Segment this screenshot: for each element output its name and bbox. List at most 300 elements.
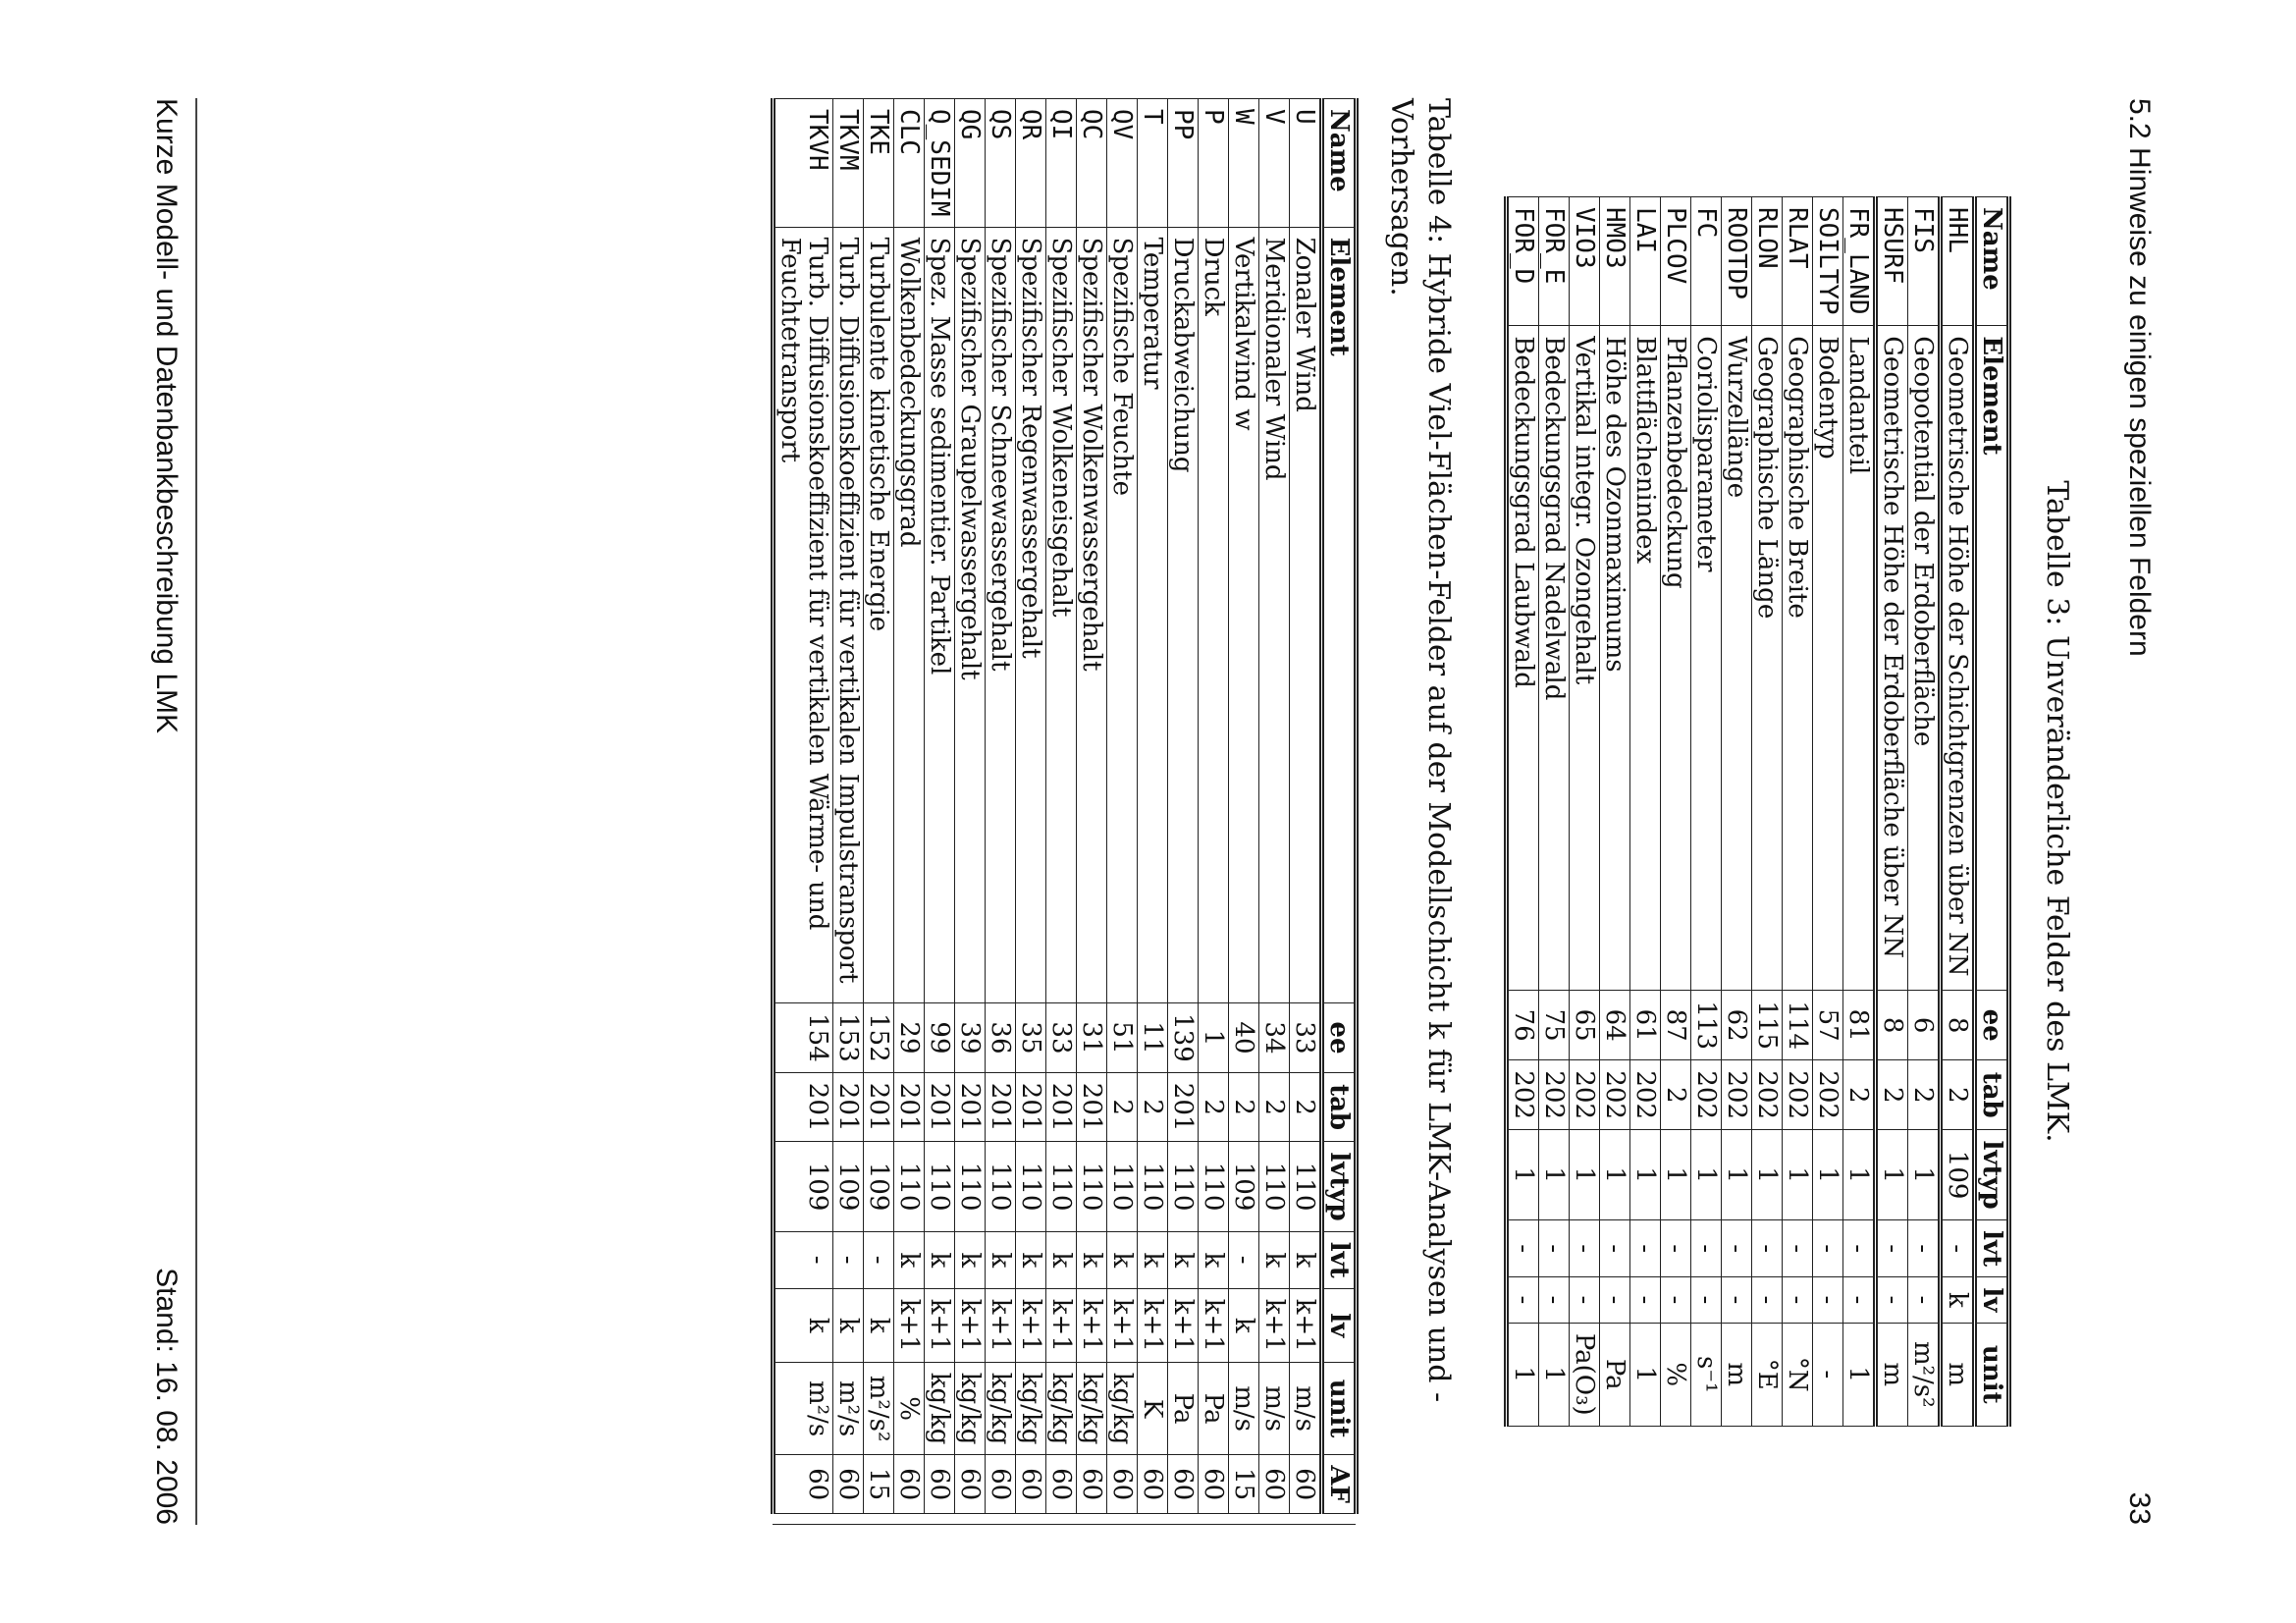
table4-cell: 139 (1168, 1003, 1199, 1073)
table4-cell: k (864, 1288, 894, 1362)
table4-cell: 2 (1259, 1072, 1290, 1142)
table4-cell: k+1 (986, 1288, 1016, 1362)
page-header (2119, 98, 2159, 1525)
table3-cell: 6 (1908, 991, 1941, 1060)
table3-cell: 62 (1722, 991, 1752, 1060)
table3-cell: - (1661, 1277, 1691, 1323)
table4-cell: 201 (833, 1072, 864, 1142)
table4-cell: TKVM (833, 99, 864, 228)
table3-cell: 61 (1630, 991, 1661, 1060)
table3-cell: LAI (1630, 197, 1661, 326)
table4-cell: 152 (864, 1003, 894, 1073)
table3-cell: - (1691, 1219, 1722, 1276)
table4-cell: - (774, 1231, 833, 1288)
table4-cell: 2 (1290, 1072, 1322, 1142)
table-row (1908, 197, 1941, 1427)
table4-cell: 109 (833, 1142, 864, 1231)
table3-caption: Tabelle 3: Unveränderliche Felder des LMK. (2040, 480, 2074, 1143)
table4-cell: Wolkenbedeckungsgrad (894, 227, 925, 1003)
table4-cell: 153 (833, 1003, 864, 1073)
table3-cell: - (1843, 1219, 1876, 1276)
table4-cell: 110 (1259, 1142, 1290, 1231)
table4-cell: - (864, 1231, 894, 1288)
table3-cell: 1 (1783, 1130, 1813, 1220)
table4-cell: kg/kg (925, 1362, 955, 1455)
table3-cell: 1 (1539, 1323, 1570, 1426)
table3-cell: 202 (1570, 1060, 1600, 1130)
table4-cell: m²/s (774, 1362, 833, 1455)
table4-cell: 201 (894, 1072, 925, 1142)
table3-cell: ROOTDP (1722, 197, 1752, 326)
table4-cell: 1 (1199, 1003, 1229, 1073)
table-spacer (1290, 1514, 1322, 1525)
table3-cell: Pflanzenbedeckung (1661, 326, 1691, 991)
table3-cell: 1 (1843, 1323, 1876, 1426)
table4-cell: 110 (1138, 1142, 1168, 1231)
table4-cell: 99 (925, 1003, 955, 1073)
table4-cell: k+1 (1107, 1288, 1138, 1362)
table3-cell: Blattflächenindex (1630, 326, 1661, 991)
table3-cell: FR_LAND (1843, 197, 1876, 326)
table3-cell: Wurzellänge (1722, 326, 1752, 991)
table3-cell: - (1507, 1277, 1539, 1323)
table4-cell: 201 (986, 1072, 1016, 1142)
table3-cell: - (1722, 1277, 1752, 1323)
table4-header-cell: unit (1322, 1362, 1357, 1455)
table3-cell: 1 (1661, 1130, 1691, 1220)
table-row (1107, 99, 1138, 1525)
table4-cell: Spezifischer Regenwassergehalt (1016, 227, 1046, 1003)
table4-cell: Spezifischer Graupelwassergehalt (955, 227, 986, 1003)
table3-cell: m²/s² (1908, 1323, 1941, 1426)
table4-header-cell: lvtyp (1322, 1142, 1357, 1231)
table3-cell: 8 (1876, 991, 1908, 1060)
table3-cell: 202 (1752, 1060, 1783, 1130)
table4-cell: 60 (955, 1455, 986, 1514)
table-row (833, 99, 864, 1525)
table3-cell: 202 (1507, 1060, 1539, 1130)
table3-cell: - (1843, 1277, 1876, 1323)
table4-cell: k+1 (1046, 1288, 1077, 1362)
table4-cell: k+1 (894, 1288, 925, 1362)
table-spacer (1259, 1514, 1290, 1525)
table4-cell: 154 (774, 1003, 833, 1073)
table-row (1168, 99, 1199, 1525)
table3-cell: 1 (1691, 1130, 1722, 1220)
table3-cell: - (1941, 1219, 1975, 1276)
table3-cell: - (1876, 1219, 1908, 1276)
table3-cell: HMO3 (1600, 197, 1630, 326)
table3-cell: 115 (1752, 991, 1783, 1060)
table4-cell: 60 (1077, 1455, 1107, 1514)
table3-cell: - (1722, 1219, 1752, 1276)
table4 (771, 98, 1359, 1525)
table4-cell: 15 (864, 1455, 894, 1514)
table3-cell: 113 (1691, 991, 1722, 1060)
table4-cell: U (1290, 99, 1322, 228)
table4-cell: 110 (1077, 1142, 1107, 1231)
table4-cell: 2 (1199, 1072, 1229, 1142)
table3-cell: 202 (1783, 1060, 1813, 1130)
table3-cell: - (1813, 1219, 1843, 1276)
table-row (1630, 197, 1661, 1427)
table-row (774, 99, 833, 1525)
table3-cell: s⁻¹ (1691, 1323, 1722, 1426)
table4-cell: Vertikalwind w (1229, 227, 1259, 1003)
table4-cell: 109 (864, 1142, 894, 1231)
table-row (925, 99, 955, 1525)
table3-header-cell: Name (1975, 197, 2009, 326)
table3-cell: 1 (1507, 1130, 1539, 1220)
table4-cell: k+1 (1199, 1288, 1229, 1362)
table3-cell: 1 (1539, 1130, 1570, 1220)
table3-cell: 109 (1941, 1130, 1975, 1220)
table-row (1016, 99, 1046, 1525)
table4-cell: 36 (986, 1003, 1016, 1073)
table4-cell: 40 (1229, 1003, 1259, 1073)
table4-cell: Turb. Diffusionskoeffizient für vertikalen Wärme- und Feuchtetransport (774, 227, 833, 1003)
table3-cell: VIO3 (1570, 197, 1600, 326)
table4-cell: Spezifischer Wolkeneisgehalt (1046, 227, 1077, 1003)
table3-cell: - (1691, 1277, 1722, 1323)
table3-cell: 202 (1600, 1060, 1630, 1130)
table3-cell: - (1661, 1219, 1691, 1276)
table4-header-cell: lv (1322, 1288, 1357, 1362)
table3-header-cell: lv (1975, 1277, 2009, 1323)
table-spacer (774, 1514, 833, 1525)
table4-cell: k (925, 1231, 955, 1288)
footer-rule (195, 98, 197, 1525)
table3-header-cell: ee (1975, 991, 2009, 1060)
table3-cell: - (1813, 1277, 1843, 1323)
table4-cell: k (1107, 1231, 1138, 1288)
table-row (1843, 197, 1876, 1427)
table3-cell: - (1539, 1277, 1570, 1323)
table4-cell: Druck (1199, 227, 1229, 1003)
table3-header-cell: Element (1975, 326, 2009, 991)
table3-cell: 2 (1941, 1060, 1975, 1130)
table4-cell: k (1199, 1231, 1229, 1288)
table-spacer (1077, 1514, 1107, 1525)
table-row (1600, 197, 1630, 1427)
table4-cell: m²/s (833, 1362, 864, 1455)
table3-cell: PLCOV (1661, 197, 1691, 326)
table4-cell: 60 (894, 1455, 925, 1514)
table4-header-row (1322, 99, 1357, 1525)
table-spacer (1107, 1514, 1138, 1525)
table3-cell: Geometrische Höhe der Erdoberfläche über NN (1876, 326, 1908, 991)
table4-cell: 201 (925, 1072, 955, 1142)
table3-cell: - (1752, 1277, 1783, 1323)
table4-cell: 60 (1290, 1455, 1322, 1514)
table4-cell: Q_SEDIM (925, 99, 955, 228)
table4-cell: W (1229, 99, 1259, 228)
table4-cell: 2 (1138, 1072, 1168, 1142)
table-row (1783, 197, 1813, 1427)
table-row (1813, 197, 1843, 1427)
table4-cell: 60 (1046, 1455, 1077, 1514)
table3-cell: 8 (1941, 991, 1975, 1060)
table4-cell: k (1046, 1231, 1077, 1288)
table3-cell: 202 (1539, 1060, 1570, 1130)
table4-cell: k+1 (1138, 1288, 1168, 1362)
table4-cell: k (1138, 1231, 1168, 1288)
table4-cell: k+1 (1259, 1288, 1290, 1362)
table3-cell: HSURF (1876, 197, 1908, 326)
table3-cell: 1 (1843, 1130, 1876, 1220)
table-row (1876, 197, 1908, 1427)
table3-cell: 1 (1908, 1130, 1941, 1220)
table3-cell: 64 (1600, 991, 1630, 1060)
table3-cell: 1 (1600, 1130, 1630, 1220)
footer-date: Stand: 16. 08. 2006 (150, 1268, 183, 1525)
table-spacer (1229, 1514, 1259, 1525)
table4-cell: kg/kg (1077, 1362, 1107, 1455)
table4-cell: 60 (1107, 1455, 1138, 1514)
table-spacer (925, 1514, 955, 1525)
table3-cell: FC (1691, 197, 1722, 326)
table4-cell: 201 (1168, 1072, 1199, 1142)
table4-cell: 51 (1107, 1003, 1138, 1073)
table4-header-cell: tab (1322, 1072, 1357, 1142)
table4-cell: T (1138, 99, 1168, 228)
table-row (955, 99, 986, 1525)
table4-cell: m/s (1229, 1362, 1259, 1455)
table-spacer (1199, 1514, 1229, 1525)
footer-title: Kurze Modell- und Datenbankbeschreibung LMK (150, 98, 183, 734)
table3-cell: 2 (1908, 1060, 1941, 1130)
table4-cell: 201 (1077, 1072, 1107, 1142)
table3-cell: 1 (1630, 1323, 1661, 1426)
table4-cell: 201 (864, 1072, 894, 1142)
table4-cell: Zonaler Wind (1290, 227, 1322, 1003)
table-row (1570, 197, 1600, 1427)
table4-cell: 110 (1016, 1142, 1046, 1231)
table4-cell: 201 (1046, 1072, 1077, 1142)
table4-cell: 109 (774, 1142, 833, 1231)
table4-cell: k (1016, 1231, 1046, 1288)
table-spacer (1016, 1514, 1046, 1525)
table4-cell: 60 (1168, 1455, 1199, 1514)
table4-cell: 60 (833, 1455, 864, 1514)
table4-cell: 2 (1107, 1072, 1138, 1142)
table4-cell: 110 (1199, 1142, 1229, 1231)
table4-cell: k (774, 1288, 833, 1362)
table4-cell: Pa (1199, 1362, 1229, 1455)
table4-cell: k+1 (1077, 1288, 1107, 1362)
table4-cell: 35 (1016, 1003, 1046, 1073)
table3-cell: Pa (1600, 1323, 1630, 1426)
table-row (1259, 99, 1290, 1525)
table3-cell: - (1570, 1219, 1600, 1276)
table4-cell: 11 (1138, 1003, 1168, 1073)
table4-header-cell: AF (1322, 1455, 1357, 1514)
table4-cell: Pa (1168, 1362, 1199, 1455)
table-spacer (833, 1514, 864, 1525)
table4-cell: 39 (955, 1003, 986, 1073)
table-row (1077, 99, 1107, 1525)
table4-cell: V (1259, 99, 1290, 228)
table3-cell: - (1876, 1277, 1908, 1323)
table3-header-cell: tab (1975, 1060, 2009, 1130)
table-row (1507, 197, 1539, 1427)
table3-cell: - (1752, 1219, 1783, 1276)
table-row (1691, 197, 1722, 1427)
table4-cell: k (1168, 1231, 1199, 1288)
table3-cell: SOILTYP (1813, 197, 1843, 326)
table3-cell: 114 (1783, 991, 1813, 1060)
table4-cell: Meridionaler Wind (1259, 227, 1290, 1003)
table3-cell: 1 (1630, 1130, 1661, 1220)
table4-cell: kg/kg (955, 1362, 986, 1455)
table4-cell: 29 (894, 1003, 925, 1073)
table-spacer (1322, 1514, 1357, 1525)
table4-cell: k (1229, 1288, 1259, 1362)
table4-cell: kg/kg (1046, 1362, 1077, 1455)
table3-header-row (1975, 197, 2009, 1427)
table-row (894, 99, 925, 1525)
table4-cell: - (833, 1231, 864, 1288)
table4-cell: 201 (774, 1072, 833, 1142)
table-row (1722, 197, 1752, 1427)
table4-cell: m/s (1259, 1362, 1290, 1455)
table4-cell: kg/kg (1107, 1362, 1138, 1455)
table3-cell: Coriolisparameter (1691, 326, 1722, 991)
table4-cell: Spezifischer Schneewassergehalt (986, 227, 1016, 1003)
table4-cell: 33 (1046, 1003, 1077, 1073)
table3-cell: 87 (1661, 991, 1691, 1060)
table3-cell: 2 (1843, 1060, 1876, 1130)
table3-cell: FOR_D (1507, 197, 1539, 326)
table4-cell: k+1 (955, 1288, 986, 1362)
table4-header-cell: ee (1322, 1003, 1357, 1073)
table4-cell: 110 (986, 1142, 1016, 1231)
table4-header-cell: Name (1322, 99, 1357, 228)
table-spacer (1138, 1514, 1168, 1525)
table4-cell: 15 (1229, 1455, 1259, 1514)
table4-cell: QG (955, 99, 986, 228)
table3-header-cell: lvt (1975, 1219, 2009, 1276)
table4-cell: kg/kg (986, 1362, 1016, 1455)
table3-cell: Geographische Breite (1783, 326, 1813, 991)
table4-cell: k+1 (1290, 1288, 1322, 1362)
table4-cell: P (1199, 99, 1229, 228)
table4-header-cell: Element (1322, 227, 1357, 1003)
table3-cell: 57 (1813, 991, 1843, 1060)
table-spacer (1168, 1514, 1199, 1525)
table-row (1539, 197, 1570, 1427)
table4-cell: 31 (1077, 1003, 1107, 1073)
table4-cell: TKVH (774, 99, 833, 228)
table4-cell: 2 (1229, 1072, 1259, 1142)
table3-cell: m (1876, 1323, 1908, 1426)
table3-cell: 1 (1507, 1323, 1539, 1426)
table4-cell: k+1 (925, 1288, 955, 1362)
table4-cell: 110 (894, 1142, 925, 1231)
table4-cell: QS (986, 99, 1016, 228)
table3-cell: Höhe des Ozonmaximums (1600, 326, 1630, 991)
table3-cell: °E (1752, 1323, 1783, 1426)
table3-cell: - (1783, 1219, 1813, 1276)
table4-cell: 110 (925, 1142, 955, 1231)
table3-cell: 1 (1722, 1130, 1752, 1220)
table3-cell: - (1783, 1277, 1813, 1323)
page-number: 33 (2123, 1491, 2156, 1525)
table-row (1661, 197, 1691, 1427)
table3-cell: 202 (1630, 1060, 1661, 1130)
table3 (1504, 196, 2011, 1427)
table4-cell: k (1290, 1231, 1322, 1288)
table4-cell: 60 (925, 1455, 955, 1514)
table-row (1138, 99, 1168, 1525)
table4-cell: k (833, 1288, 864, 1362)
table3-cell: Geopotential der Erdoberfläche (1908, 326, 1941, 991)
table3-cell: Geographische Länge (1752, 326, 1783, 991)
table4-cell: Turb. Diffusionskoeffizient für vertikalen Impulstransport (833, 227, 864, 1003)
table3-cell: - (1908, 1277, 1941, 1323)
table3-cell: m (1941, 1323, 1975, 1426)
table3-cell: 1 (1752, 1130, 1783, 1220)
table3-header-cell: unit (1975, 1323, 2009, 1426)
table4-cell: k (1259, 1231, 1290, 1288)
table4-cell: 60 (1016, 1455, 1046, 1514)
table3-cell: FOR_E (1539, 197, 1570, 326)
table4-cell: % (894, 1362, 925, 1455)
table3-cell: - (1539, 1219, 1570, 1276)
table3-cell: - (1630, 1219, 1661, 1276)
table4-cell: 110 (955, 1142, 986, 1231)
table3-cell: RLON (1752, 197, 1783, 326)
table4-header-cell: lvt (1322, 1231, 1357, 1288)
table4-cell: k+1 (1016, 1288, 1046, 1362)
table4-cell: k (894, 1231, 925, 1288)
table3-cell: - (1600, 1277, 1630, 1323)
table3-cell: - (1908, 1219, 1941, 1276)
table4-cell: K (1138, 1362, 1168, 1455)
table3-cell: m (1722, 1323, 1752, 1426)
table-row (1752, 197, 1783, 1427)
table4-cell: 110 (1107, 1142, 1138, 1231)
table3-cell: 1 (1813, 1130, 1843, 1220)
table4-cell: k+1 (1168, 1288, 1199, 1362)
table4-cell: QC (1077, 99, 1107, 228)
table3-header-cell: lvtyp (1975, 1130, 2009, 1220)
page-footer (146, 98, 186, 1525)
table3-cell: Vertikal integr. Ozongehalt (1570, 326, 1600, 991)
table3-cell: Bedeckungsgrad Laubwald (1507, 326, 1539, 991)
table4-cell: Spez. Masse sedimentier. Partikel (925, 227, 955, 1003)
table3-cell: - (1600, 1219, 1630, 1276)
table-spacer (1046, 1514, 1077, 1525)
table4-cell: 110 (1046, 1142, 1077, 1231)
table-row (1941, 197, 1975, 1427)
table4-cell: PP (1168, 99, 1199, 228)
table3-cell: °N (1783, 1323, 1813, 1426)
table4-cell: Temperatur (1138, 227, 1168, 1003)
table3-cell: k (1941, 1277, 1975, 1323)
table4-cell: QR (1016, 99, 1046, 228)
table3-cell: 202 (1691, 1060, 1722, 1130)
table3-cell: 65 (1570, 991, 1600, 1060)
table4-cell: 60 (1259, 1455, 1290, 1514)
table4-cell: 60 (986, 1455, 1016, 1514)
table-row (1046, 99, 1077, 1525)
table-spacer (955, 1514, 986, 1525)
table3-cell: - (1507, 1219, 1539, 1276)
table4-cell: QV (1107, 99, 1138, 228)
table3-cell: Pa(O₃) (1570, 1323, 1600, 1426)
table4-cell: 201 (955, 1072, 986, 1142)
